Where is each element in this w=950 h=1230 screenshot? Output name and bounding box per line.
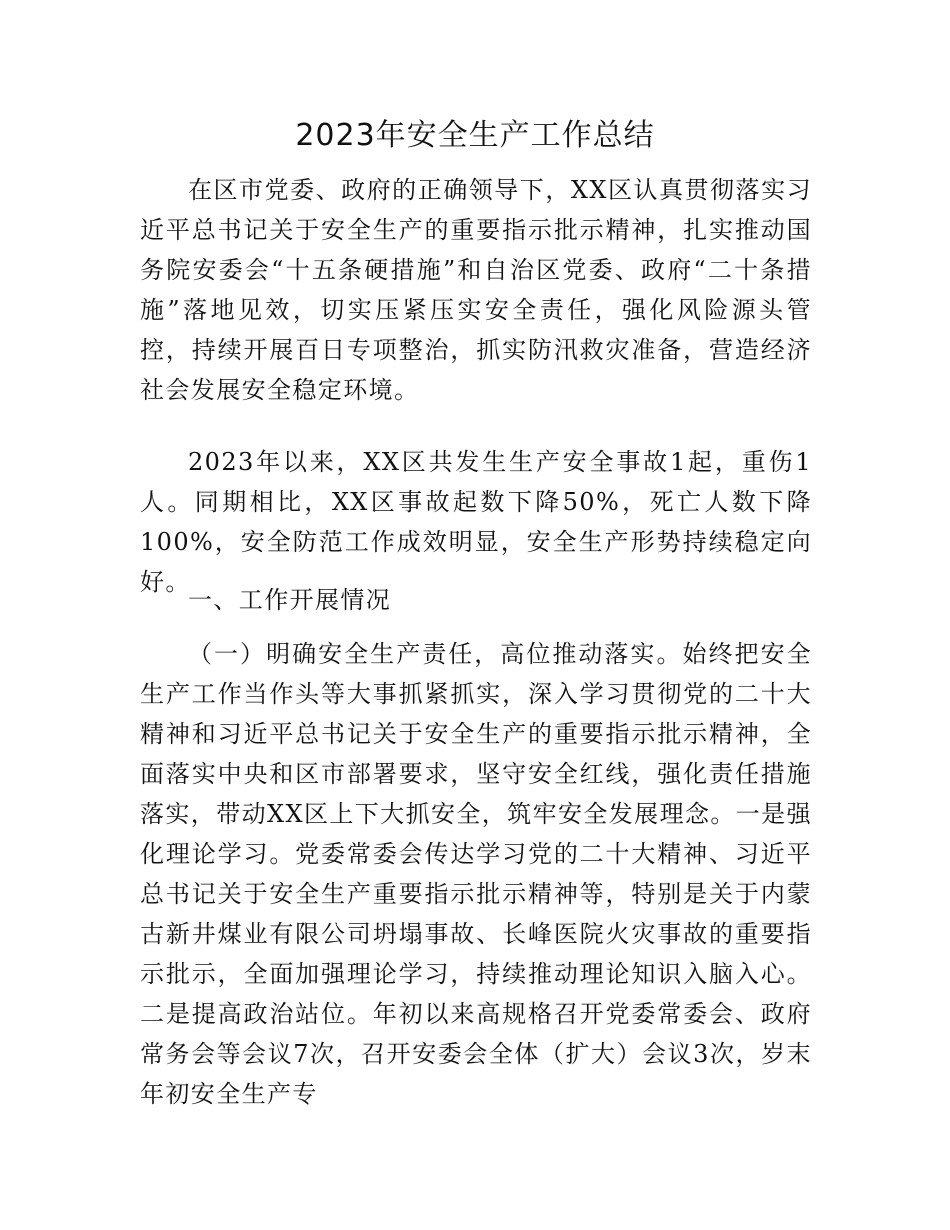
section-heading: 一、工作开展情况 <box>188 586 392 614</box>
paragraph-text: 在区市党委、政府的正确领导下，XX区认真贯彻落实习近平总书记关于安全生产的重要指示批示精神，扎实推动国务院安委会“十五条硬措施”和自治区党委、政府“二十条措施”落地见效，切实压紧压实安全责任，强化风险源头管控，持续开展百日专项整治，抓实防汛救灾准备，营造经济社会发展安全稳定环境。 <box>140 176 812 404</box>
intro-paragraph <box>140 170 812 410</box>
paragraph-text: 2023年以来，XX区共发生生产安全事故1起，重伤1人。同期相比，XX区事故起数下降50%，死亡人数下降100%，安全防范工作成效明显，安全生产形势持续稳定向好。 <box>140 448 812 596</box>
paragraph-text: （一）明确安全生产责任，高位推动落实。始终把安全生产工作当作头等大事抓紧抓实，深入学习贯彻党的二十大精神和习近平总书记关于安全生产的重要指示批示精神，全面落实中央和区市部署要求，坚守安全红线，强化责任措施落实，带动XX区上下大抓安全，筑牢安全发展理念。一是强化理论学习。党委常委会传达学习党的二十大精神、习近平总书记关于安全生产重要指示批示精神等，特别是关于内蒙古新井煤业有限公司坍塌事故、长峰医院火灾事故的重要指示批示，全面加强理论学习，持续推动理论知识入脑入心。二是提高政治站位。年初以来高规格召开党委常委会、政府常务会等会议7次，召开安委会全体（扩大）会议3次，岁末年初安全生产专 <box>140 640 812 1108</box>
document-title: 2023年安全生产工作总结 <box>295 118 655 153</box>
statistics-paragraph <box>140 442 812 602</box>
section-paragraph <box>140 634 812 1114</box>
